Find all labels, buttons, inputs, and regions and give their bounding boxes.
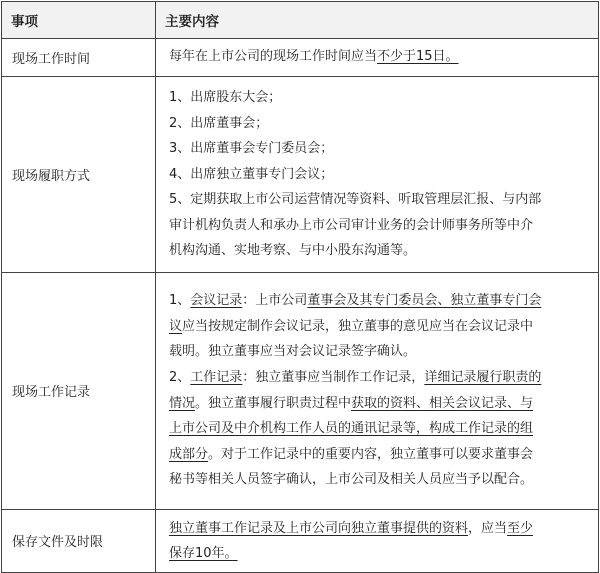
underlined-text: 情况 [169,395,196,411]
underlined-text: 董事会及其专门委员会、独立董事专门会 [307,293,542,309]
list-item: 1、出席股东大会； [169,90,282,105]
list-item-line: 5、定期获取上市公司运营情况等资料、听取管理层汇报、与内部 [169,192,542,207]
underlined-text: 独立董事工作记录及上市公司向独立董事提供的资料 [169,520,469,536]
content-line [169,391,586,417]
content-text: 每年在上市公司的现场工作时间应当 [169,49,378,65]
row-content [156,77,599,273]
content-line [169,288,586,314]
content-line: 秘书等相关人员签字确认，上市公司及相关人员应当予以配合。 [169,472,534,488]
header-item: 事项 [2,2,156,39]
list-item-line: 审计机构负责人和承办上市公司审计业务的会计师事务所等中介 [169,217,534,233]
content-text: ，应当 [468,520,508,536]
underlined-text: 议 [169,318,183,334]
row-content [156,272,599,509]
row-content [156,509,599,572]
list-item: 4、出席独立董事专门会议； [169,166,334,182]
list-number: 1、 [169,293,191,309]
content-text: 。独立董事履行职责过程中 [195,395,352,411]
content-line [169,416,586,442]
underlined-text: 上市公司及中介机构工作人员的通讯记录等，构成工作记录的组 [169,421,534,437]
content-line [169,442,586,468]
underlined-text: 获取的资料、相关会议记录、与 [351,395,534,411]
row-item-label: 保存文件及时限 [2,509,156,572]
underlined-text: 不少于15日。 [377,49,459,65]
row-item-label: 现场工作记录 [2,272,156,509]
table-header-row [2,2,599,39]
content-line [169,516,586,541]
content-line [169,365,586,391]
duty-table [1,1,599,573]
content-line: 载明。独立董事应当对会议记录签字确认。 [169,344,417,360]
content-text: ：上市公司 [242,293,308,309]
list-number: 2、 [169,369,191,385]
table-row [2,39,599,77]
list-item: 3、出席董事会专门委员会； [169,141,334,156]
underlined-text: 至少 [507,520,534,536]
table-row [2,509,599,572]
table-row [2,272,599,509]
list-item-line: 机构沟通、实地考察、与中小股东沟通等。 [169,243,417,258]
list-item: 2、出席董事会； [169,115,269,131]
content-text: ：独立董事应当制作工作记录， [242,369,425,385]
underlined-text: 会议记录 [190,293,243,309]
content-line [169,541,586,566]
content-text: 应当按规定制作会议记录，独立董事的意见应当在会议记录中 [182,318,534,334]
underlined-text: 详细记录履行职责的 [424,369,542,385]
row-item-label: 现场履职方式 [2,77,156,273]
table-row [2,77,599,273]
content-text: 。对于工作记录中的重要内容，独立董事可以要求董事会 [208,446,534,462]
header-content: 主要内容 [156,2,599,39]
underlined-text: 成部分 [169,446,209,462]
underlined-text: 工作记录 [190,369,243,385]
content-line [169,314,586,340]
underlined-text: 保存10年。 [169,545,238,561]
row-content [156,39,599,77]
row-item-label: 现场工作时间 [2,39,156,77]
